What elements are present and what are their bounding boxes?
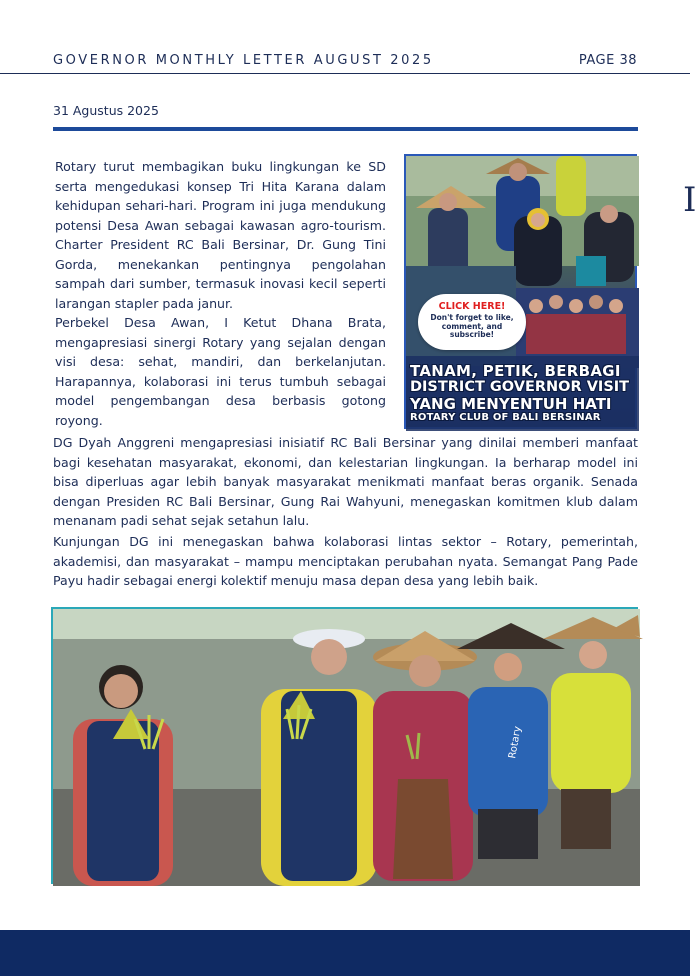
badge-heading: CLICK HERE!: [438, 301, 506, 312]
poster-line-4: ROTARY CLUB OF BALI BERSINAR: [410, 412, 601, 423]
photo-illustration: [53, 609, 640, 886]
badge-subtext: Don't forget to like, comment, and subscribe!: [430, 313, 514, 339]
page-number: PAGE 38: [578, 53, 637, 68]
paragraph-1: Rotary turut membagikan buku lingkungan ke SD serta mengedukasi konsep Tri Hita Karana dalam kehidupan sehari-hari. Program ini juga mendukung potensi Desa Awan sebagai kawasan agro-tourism. Charter President RC Bali Bersinar, Dr. Gung Tini Gorda, menekankan pentingnya pengolahan sampah dari sumber, termasuk inovasi kecil seperti larangan stapler pada janur.: [55, 159, 386, 311]
article-date: 31 Agustus 2025: [53, 103, 159, 118]
header-title: GOVERNOR MONTHLY LETTER AUGUST 2025: [53, 53, 434, 68]
rice-planting-photo: [51, 607, 638, 884]
poster-line-2: DISTRICT GOVERNOR VISIT: [410, 379, 630, 395]
paragraph-2: Perbekel Desa Awan, I Ketut Dhana Brata, mengapresiasi sinergi Rotary yang sejalan dengan visi desa: sehat, mandiri, dan berkelanjutan. Harapannya, kolaborasi ini terus tumbuh sebagai model pengembangan desa berbasis gotong royong.: [55, 315, 386, 428]
paragraph-4: Kunjungan DG ini menegaskan bahwa kolaborasi lintas sektor – Rotary, pemerintah, akademisi, dan masyarakat – mampu menciptakan perubahan nyata. Semangat Pang Pade Payu hadir sebagai energi kolektif menuju masa depan desa yang lebih baik.: [53, 534, 638, 588]
date-divider: [53, 127, 638, 131]
adjacent-page-fragment: I: [683, 180, 696, 220]
click-here-badge[interactable]: [418, 294, 526, 350]
poster-line-3: YANG MENYENTUH HATI: [410, 395, 612, 413]
header-divider: [0, 73, 690, 74]
rotary-shirt-text: Rotary: [507, 725, 524, 760]
video-thumbnail[interactable]: [404, 154, 637, 429]
poster-line-1: TANAM, PETIK, BERBAGI: [410, 362, 621, 380]
footer-bar: [0, 930, 690, 976]
paragraph-3: DG Dyah Anggreni mengapresiasi inisiatif RC Bali Bersinar yang dinilai memberi manfaat bagi kesehatan masyarakat, ekonomi, dan kelestarian lingkungan. Ia berharap model ini bisa diperluas agar lebih banyak masyarakat menikmati manfaat beras organik. Senada dengan Presiden RC Bali Bersinar, Gung Rai Wahyuni, menegaskan komitmen klub dalam menanam padi sehat sejak setahun lalu.: [53, 435, 638, 528]
